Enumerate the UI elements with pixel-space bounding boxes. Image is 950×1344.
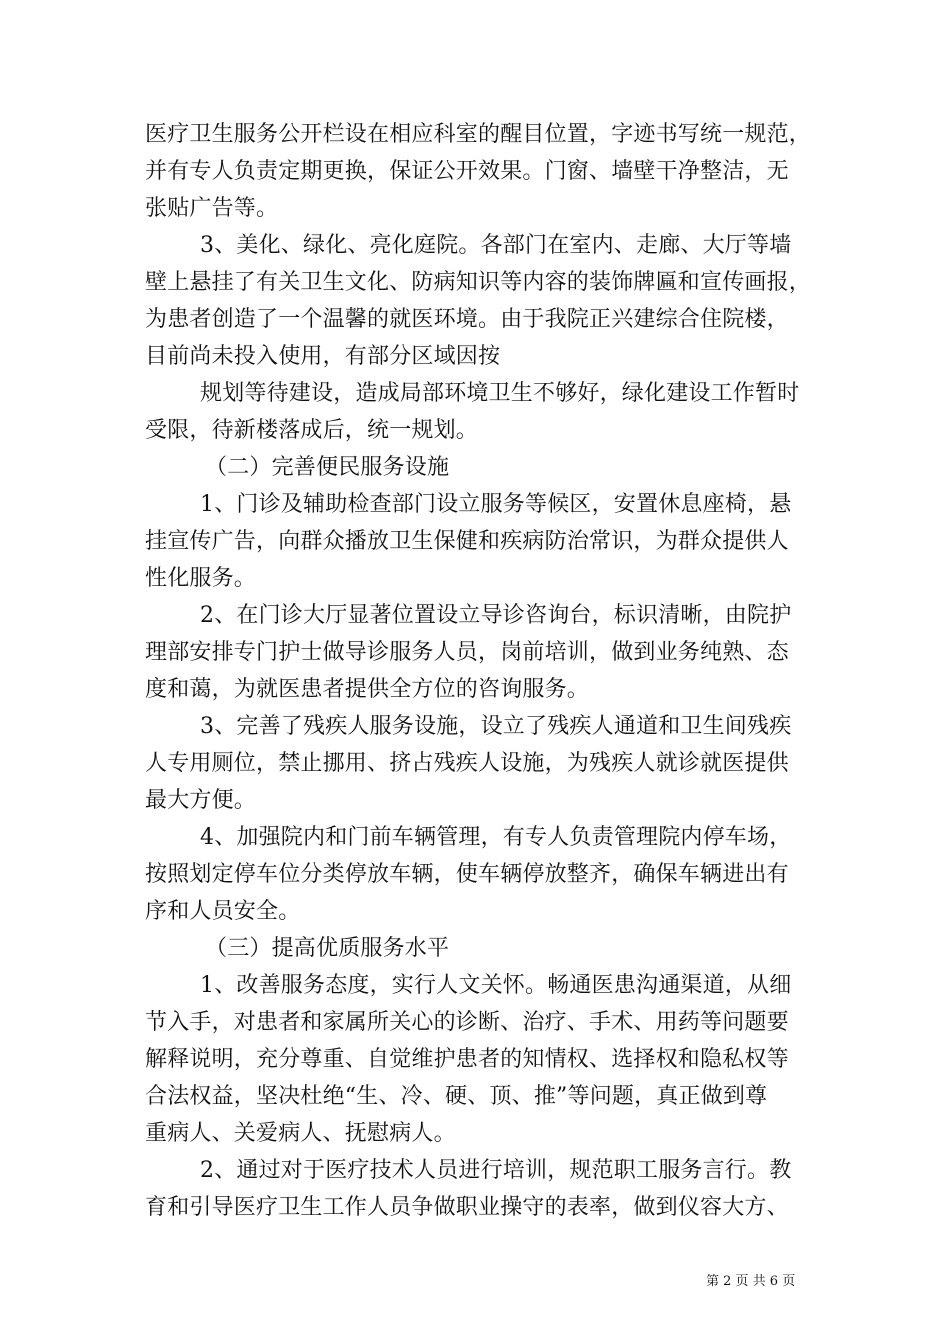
text-line: 1、门诊及辅助检查部门设立服务等候区，安置休息座椅，悬 — [200, 492, 792, 517]
text-line: 理部安排专门护士做导诊服务人员，岗前培训，做到业务纯熟、态 — [145, 640, 789, 665]
text-line: 受限，待新楼落成后，统一规划。 — [145, 418, 479, 443]
text-line: 按照划定停车位分类停放车辆，使车辆停放整齐，确保车辆进出有 — [145, 862, 789, 887]
text-line: 解释说明，充分尊重、自觉维护患者的知情权、选择权和隐私权等 — [145, 1047, 789, 1072]
section-heading: （三）提高优质服务水平 — [205, 936, 450, 961]
text-line: 2、在门诊大厅显著位置设立导诊咨询台，标识清晰，由院护 — [200, 603, 792, 628]
text-line: 最大方便。 — [145, 788, 257, 813]
text-line: 规划等待建设，造成局部环境卫生不够好，绿化建设工作暂时 — [200, 381, 800, 406]
text-line: 育和引导医疗卫生工作人员争做职业操守的表率，做到仪容大方、 — [145, 1195, 789, 1220]
text-line: 1、改善服务态度，实行人文关怀。畅通医患沟通渠道，从细 — [200, 973, 792, 998]
text-line: 医疗卫生服务公开栏设在相应科室的醒目位置，字迹书写统一规范， — [145, 122, 812, 147]
text-line: 目前尚未投入使用，有部分区域因按 — [145, 344, 501, 369]
text-line: 度和蔼，为就医患者提供全方位的咨询服务。 — [145, 677, 590, 702]
text-line: 序和人员安全。 — [145, 899, 301, 924]
text-line: 3、美化、绿化、亮化庭院。各部门在室内、走廊、大厅等墙 — [200, 233, 792, 258]
section-heading: （二）完善便民服务设施 — [205, 455, 450, 480]
text-line: 并有专人负责定期更换，保证公开效果。门窗、墙壁干净整洁，无 — [145, 159, 789, 184]
text-line: 节入手，对患者和家属所关心的诊断、治疗、手术、用药等问题要 — [145, 1010, 789, 1035]
text-line: 挂宣传广告，向群众播放卫生保健和疾病防治常识，为群众提供人 — [145, 529, 789, 554]
page-number: 第 2 页 共 6 页 — [706, 1274, 796, 1289]
text-line: 2、通过对于医疗技术人员进行培训，规范职工服务言行。教 — [200, 1158, 792, 1183]
text-line: 壁上悬挂了有关卫生文化、防病知识等内容的装饰牌匾和宣传画报， — [145, 270, 812, 295]
text-line: 人专用厕位，禁止挪用、挤占残疾人设施，为残疾人就诊就医提供 — [145, 751, 789, 776]
text-line: 为患者创造了一个温馨的就医环境。由于我院正兴建综合住院楼， — [145, 307, 789, 332]
text-line: 4、加强院内和门前车辆管理，有专人负责管理院内停车场， — [200, 825, 792, 850]
text-line: 3、完善了残疾人服务设施，设立了残疾人通道和卫生间残疾 — [200, 714, 792, 739]
text-line: 重病人、关爱病人、抚慰病人。 — [145, 1121, 456, 1146]
text-line: 合法权益，坚决杜绝“生、冷、硬、顶、推”等问题，真正做到尊 — [145, 1084, 768, 1109]
text-line: 性化服务。 — [145, 566, 257, 591]
text-line: 张贴广告等。 — [145, 196, 279, 221]
